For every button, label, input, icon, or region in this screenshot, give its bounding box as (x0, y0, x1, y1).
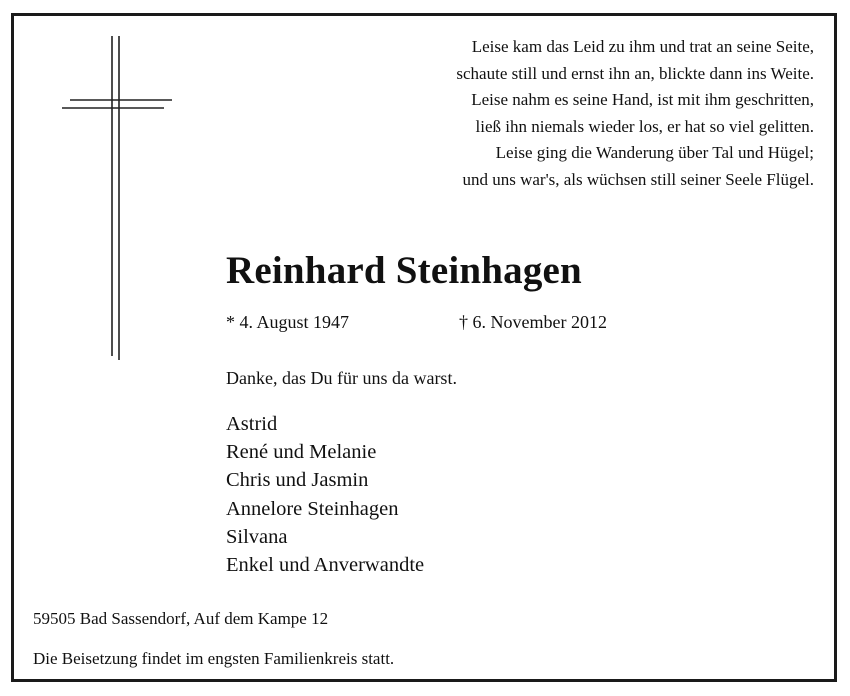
deceased-name: Reinhard Steinhagen (226, 249, 582, 292)
mourner-name: Annelore Steinhagen (226, 497, 399, 520)
poem-line: Leise nahm es seine Hand, ist mit ihm geschritten, (471, 90, 814, 110)
poem-line: ließ ihn niemals wieder los, er hat so viel gelitten. (475, 116, 814, 136)
mourner-name: Astrid (226, 413, 278, 435)
mourner-name: Chris und Jasmin (226, 469, 369, 492)
poem (294, 34, 814, 194)
poem-line: Leise kam das Leid zu ihm und trat an seine Seite, (471, 37, 814, 56)
cross-icon (60, 36, 174, 360)
thanks-message: Danke, das Du für uns da warst. (226, 368, 457, 388)
funeral-notice: Die Beisetzung findet im engsten Familienkreis statt. (33, 649, 395, 668)
death-date: † 6. November 2012 (459, 312, 607, 332)
mourner-name: René und Melanie (226, 441, 377, 464)
mourner-name: Silvana (226, 525, 288, 548)
birth-date: * 4. August 1947 (226, 312, 350, 332)
mourners-list (226, 410, 424, 579)
family-address: 59505 Bad Sassendorf, Auf dem Kampe 12 (33, 609, 329, 628)
poem-line: und uns war's, als wüchsen still seiner Seele Flügel. (462, 169, 814, 189)
poem-line: Leise ging die Wanderung über Tal und Hügel; (495, 143, 814, 163)
poem-line: schaute still und ernst ihn an, blickte dann ins Weite. (456, 63, 814, 83)
mourner-name: Enkel und Anverwandte (226, 554, 425, 577)
